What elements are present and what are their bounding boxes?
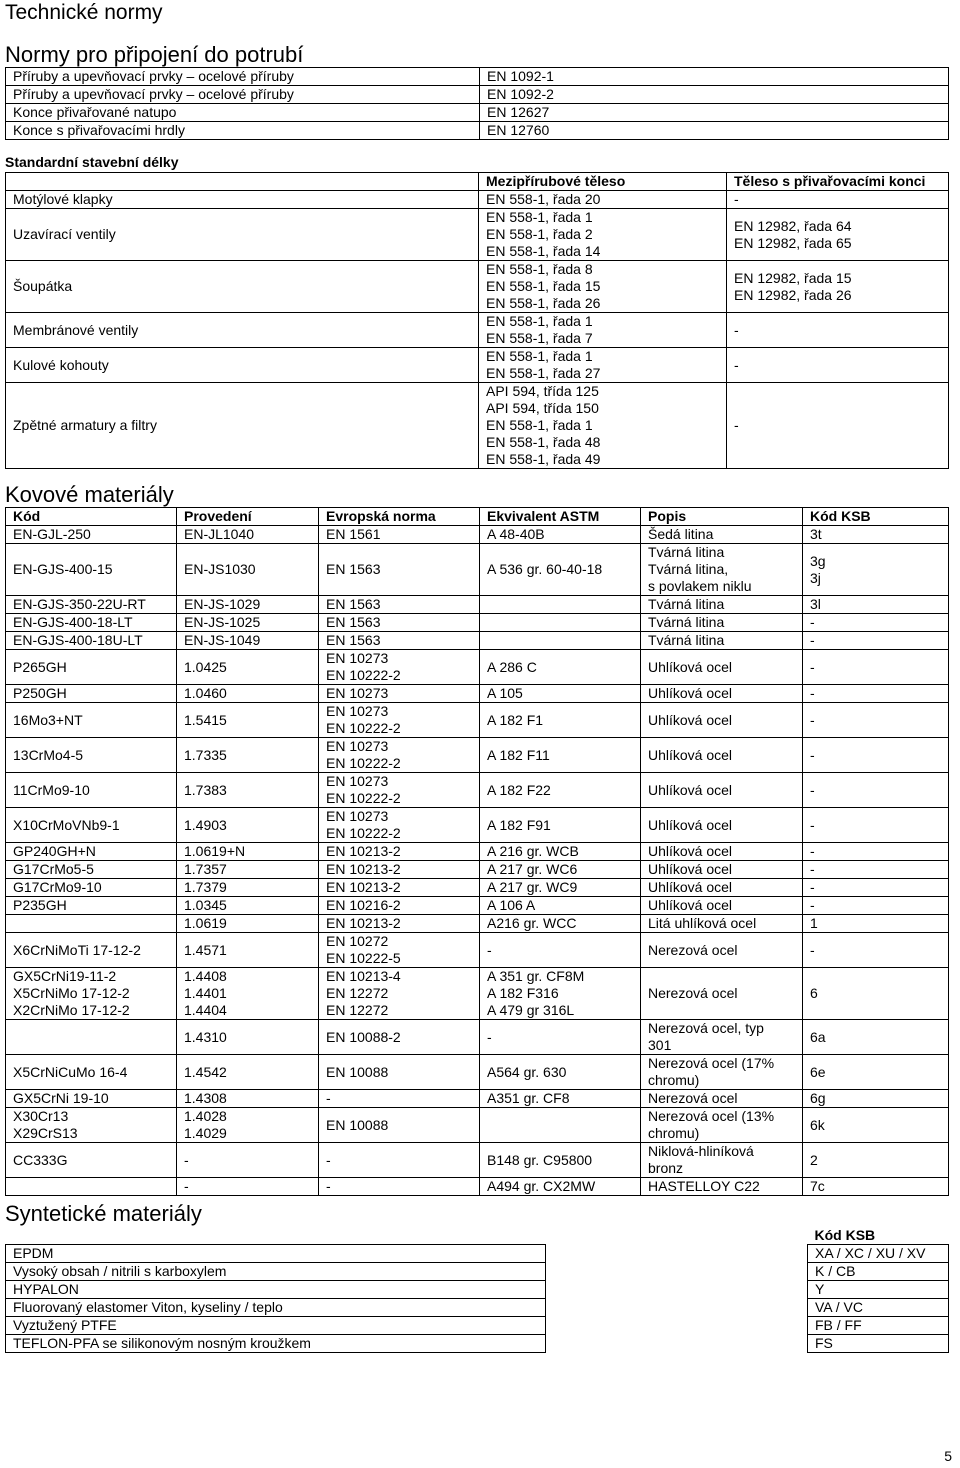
table-cell [6, 1020, 177, 1055]
table-row [6, 122, 949, 140]
table-cell: EN 1092-2 [480, 86, 949, 104]
table-cell: - [803, 632, 949, 650]
material-name: Vyztužený PTFE [6, 1317, 546, 1335]
table-cell: A 105 [480, 685, 641, 703]
table-cell: - [803, 808, 949, 843]
table-cell [6, 915, 177, 933]
table-cell: Uhlíková ocel [641, 843, 803, 861]
table-cell: - [803, 843, 949, 861]
table-row [6, 1055, 949, 1090]
table-cell [480, 632, 641, 650]
table-cell: EN-GJS-400-18U-LT [6, 632, 177, 650]
table-cell: EN 1563 [319, 596, 480, 614]
table-cell: A564 gr. 630 [480, 1055, 641, 1090]
table-cell: Uhlíková ocel [641, 703, 803, 738]
column-header: Ekvivalent ASTM [480, 508, 641, 526]
table-cell: 1.7335 [177, 738, 319, 773]
table-cell: 1.5415 [177, 703, 319, 738]
table-cell: A 182 F22 [480, 773, 641, 808]
gap-cell [546, 1317, 808, 1335]
table-row [6, 1108, 949, 1143]
table-cell: A 217 gr. WC6 [480, 861, 641, 879]
table-cell: X5CrNiCuMo 16-4 [6, 1055, 177, 1090]
table-cell: 6e [803, 1055, 949, 1090]
table-cell: 3g 3j [803, 544, 949, 596]
table-row [6, 1281, 949, 1299]
table-cell: EN 10273 EN 10222-2 [319, 773, 480, 808]
table-cell: EN 10273 [319, 685, 480, 703]
table-cell [480, 1108, 641, 1143]
table-row [6, 773, 949, 808]
table-cell: Uhlíková ocel [641, 738, 803, 773]
table-cell: EN 1092-1 [480, 68, 949, 86]
gap-cell [546, 1281, 808, 1299]
table-row [6, 879, 949, 897]
table-cell: EN-GJS-400-15 [6, 544, 177, 596]
table-row [6, 1143, 949, 1178]
table-row [6, 614, 949, 632]
table-row [6, 313, 949, 348]
table-row [6, 1263, 949, 1281]
table-cell: X10CrMoVNb9-1 [6, 808, 177, 843]
table-cell: 1.0460 [177, 685, 319, 703]
metals-table [5, 507, 949, 1196]
table-cell: 6k [803, 1108, 949, 1143]
table-cell: Uhlíková ocel [641, 861, 803, 879]
pipe-heading: Normy pro připojení do potrubí [5, 42, 304, 67]
table-cell: EN 10216-2 [319, 897, 480, 915]
table-cell: A 351 gr. CF8M A 182 F316 A 479 gr 316L [480, 968, 641, 1020]
table-cell: 1.4310 [177, 1020, 319, 1055]
column-header: Kód [6, 508, 177, 526]
ksb-code: VA / VC [808, 1299, 949, 1317]
table-row [6, 526, 949, 544]
table-cell: EN-JS-1025 [177, 614, 319, 632]
material-name: Vysoký obsah / nitrili s karboxylem [6, 1263, 546, 1281]
table-cell: - [803, 897, 949, 915]
ksb-code: FS [808, 1335, 949, 1353]
gap-cell [546, 1263, 808, 1281]
column-header: Mezipřírubové těleso [479, 173, 727, 191]
table-cell: Membránové ventily [6, 313, 479, 348]
table-cell: EN 1563 [319, 632, 480, 650]
table-row [6, 1335, 949, 1353]
table-cell: 1.4308 [177, 1090, 319, 1108]
table-cell: Nerezová ocel (13% chromu) [641, 1108, 803, 1143]
table-cell: X6CrNiMoTi 17-12-2 [6, 933, 177, 968]
table-cell: Uhlíková ocel [641, 773, 803, 808]
table-row [6, 1020, 949, 1055]
lengths-table [5, 172, 949, 469]
table-cell: 1.7357 [177, 861, 319, 879]
table-row [6, 348, 949, 383]
table-cell: Tvárná litina Tvárná litina, s povlakem niklu [641, 544, 803, 596]
table-cell: - [803, 703, 949, 738]
table-cell: P235GH [6, 897, 177, 915]
table-cell: A 106 A [480, 897, 641, 915]
table-row [6, 86, 949, 104]
table-cell: Uzavírací ventily [6, 209, 479, 261]
column-header: Kód KSB [814, 1227, 876, 1243]
table-cell [480, 614, 641, 632]
table-cell: Tvárná litina [641, 632, 803, 650]
table-cell: - [803, 738, 949, 773]
table-cell: GP240GH+N [6, 843, 177, 861]
table-cell: 2 [803, 1143, 949, 1178]
table-cell: - [177, 1143, 319, 1178]
table-cell: - [803, 685, 949, 703]
table-row [6, 685, 949, 703]
table-cell: EN-JS-1049 [177, 632, 319, 650]
table-cell: EN 10273 EN 10222-2 [319, 808, 480, 843]
column-header: Provedení [177, 508, 319, 526]
table-cell: EN 1563 [319, 614, 480, 632]
table-cell: EN 10088 [319, 1108, 480, 1143]
table-cell: A351 gr. CF8 [480, 1090, 641, 1108]
table-cell: 1.7379 [177, 879, 319, 897]
table-cell: A 182 F91 [480, 808, 641, 843]
table-cell: Příruby a upevňovací prvky – ocelové příruby [6, 68, 480, 86]
table-cell: Uhlíková ocel [641, 685, 803, 703]
table-cell: - [803, 933, 949, 968]
table-row [6, 703, 949, 738]
table-cell: EN 558-1, řada 1 EN 558-1, řada 27 [479, 348, 727, 383]
gap-cell [546, 1245, 808, 1263]
table-cell: 7c [803, 1178, 949, 1196]
table-cell: API 594, třída 125 API 594, třída 150 EN 558-1, řada 1 EN 558-1, řada 48 EN 558-1, řada 49 [479, 383, 727, 469]
table-cell: Nerezová ocel [641, 968, 803, 1020]
table-cell: A 286 C [480, 650, 641, 685]
table-cell: A 48-40B [480, 526, 641, 544]
table-cell: 6g [803, 1090, 949, 1108]
table-cell: EN-JS-1029 [177, 596, 319, 614]
table-cell: EN 12982, řada 64 EN 12982, řada 65 [727, 209, 949, 261]
header-row [6, 508, 949, 526]
lengths-heading: Standardní stavební délky [5, 154, 179, 170]
table-cell: 1.0619+N [177, 843, 319, 861]
table-cell: EN 10273 EN 10222-2 [319, 738, 480, 773]
table-cell: CC333G [6, 1143, 177, 1178]
table-cell: 13CrMo4-5 [6, 738, 177, 773]
table-cell: EN 10088 [319, 1055, 480, 1090]
table-row [6, 738, 949, 773]
material-name: TEFLON-PFA se silikonovým nosným kroužkem [6, 1335, 546, 1353]
table-cell: - [480, 933, 641, 968]
table-cell: - [803, 773, 949, 808]
table-row [6, 933, 949, 968]
table-cell: G17CrMo9-10 [6, 879, 177, 897]
column-header: Těleso s přivařovacími konci [727, 173, 949, 191]
table-cell: EN-GJL-250 [6, 526, 177, 544]
table-row [6, 596, 949, 614]
ksb-code: K / CB [808, 1263, 949, 1281]
table-row [6, 383, 949, 469]
pipe-table [5, 67, 949, 140]
ksb-code: Y [808, 1281, 949, 1299]
table-cell: 6 [803, 968, 949, 1020]
table-cell: EN 12760 [480, 122, 949, 140]
material-name: EPDM [6, 1245, 546, 1263]
table-cell: Příruby a upevňovací prvky – ocelové příruby [6, 86, 480, 104]
table-cell: EN 10213-2 [319, 843, 480, 861]
table-cell: A 536 gr. 60-40-18 [480, 544, 641, 596]
table-cell: A216 gr. WCC [480, 915, 641, 933]
table-cell: Nerezová ocel (17% chromu) [641, 1055, 803, 1090]
blank-cell [546, 1227, 808, 1245]
table-cell: EN-GJS-350-22U-RT [6, 596, 177, 614]
page-title: Technické normy [5, 1, 163, 24]
blank-cell [6, 1227, 546, 1245]
table-cell: EN 10213-2 [319, 915, 480, 933]
table-cell: EN 12982, řada 15 EN 12982, řada 26 [727, 261, 949, 313]
table-cell: Šedá litina [641, 526, 803, 544]
table-cell: 1.0345 [177, 897, 319, 915]
table-cell: - [319, 1178, 480, 1196]
table-cell: - [319, 1143, 480, 1178]
table-cell: A 216 gr. WCB [480, 843, 641, 861]
gap-cell [546, 1335, 808, 1353]
column-header: Kód KSB [803, 508, 949, 526]
table-cell: - [803, 879, 949, 897]
table-row [6, 897, 949, 915]
material-name: Fluorovaný elastomer Viton, kyseliny / teplo [6, 1299, 546, 1317]
table-row [6, 843, 949, 861]
table-cell: P250GH [6, 685, 177, 703]
table-row [6, 544, 949, 596]
table-cell: Uhlíková ocel [641, 650, 803, 685]
table-cell: EN-JL1040 [177, 526, 319, 544]
table-row [6, 209, 949, 261]
table-cell: EN 10273 EN 10222-2 [319, 650, 480, 685]
table-cell: EN 558-1, řada 1 EN 558-1, řada 2 EN 558-1, řada 14 [479, 209, 727, 261]
table-cell: - [727, 313, 949, 348]
table-cell [480, 596, 641, 614]
table-cell: P265GH [6, 650, 177, 685]
table-cell: EN 10088-2 [319, 1020, 480, 1055]
table-cell: EN 10213-4 EN 12272 EN 12272 [319, 968, 480, 1020]
table-cell: EN 558-1, řada 8 EN 558-1, řada 15 EN 558-1, řada 26 [479, 261, 727, 313]
table-cell: GX5CrNi19-11-2 X5CrNiMo 17-12-2 X2CrNiMo 17-12-2 [6, 968, 177, 1020]
table-cell: - [727, 383, 949, 469]
page-number: 5 [944, 1448, 952, 1464]
table-cell: Konce přivařované natupo [6, 104, 480, 122]
table-cell: GX5CrNi 19-10 [6, 1090, 177, 1108]
table-cell: 1.4542 [177, 1055, 319, 1090]
table-cell: Motýlové klapky [6, 191, 479, 209]
table-cell: Tvárná litina [641, 596, 803, 614]
table-cell: EN 558-1, řada 20 [479, 191, 727, 209]
table-cell: 3t [803, 526, 949, 544]
table-cell: 1 [803, 915, 949, 933]
table-row [6, 1090, 949, 1108]
synthetic-heading: Syntetické materiály [5, 1201, 202, 1226]
column-header [6, 173, 479, 191]
table-cell: Tvárná litina [641, 614, 803, 632]
table-cell: EN 1561 [319, 526, 480, 544]
table-cell: EN 558-1, řada 1 EN 558-1, řada 7 [479, 313, 727, 348]
table-cell: - [480, 1020, 641, 1055]
table-row [6, 1245, 949, 1263]
table-cell: - [177, 1178, 319, 1196]
table-row [6, 968, 949, 1020]
table-cell: Uhlíková ocel [641, 897, 803, 915]
table-cell: A 217 gr. WC9 [480, 879, 641, 897]
table-cell: G17CrMo5-5 [6, 861, 177, 879]
table-cell: Šoupátka [6, 261, 479, 313]
table-row [6, 861, 949, 879]
table-cell: 1.4903 [177, 808, 319, 843]
header-row [6, 1227, 949, 1245]
ksb-code: XA / XC / XU / XV [808, 1245, 949, 1263]
table-cell: 1.0425 [177, 650, 319, 685]
table-cell: Konce s přivařovacími hrdly [6, 122, 480, 140]
table-cell: EN 10213-2 [319, 861, 480, 879]
table-row [6, 1178, 949, 1196]
table-cell: 1.4408 1.4401 1.4404 [177, 968, 319, 1020]
table-row [6, 104, 949, 122]
table-cell: Uhlíková ocel [641, 808, 803, 843]
table-cell: 1.4028 1.4029 [177, 1108, 319, 1143]
table-cell: Nerezová ocel [641, 1090, 803, 1108]
table-cell [6, 1178, 177, 1196]
synthetic-table [5, 1227, 949, 1353]
table-cell: Zpětné armatury a filtry [6, 383, 479, 469]
table-cell: EN 10272 EN 10222-5 [319, 933, 480, 968]
table-cell: Nerezová ocel [641, 933, 803, 968]
table-cell: EN-JS1030 [177, 544, 319, 596]
table-cell: A 182 F11 [480, 738, 641, 773]
table-row [6, 650, 949, 685]
metals-heading: Kovové materiály [5, 482, 174, 507]
table-cell: - [803, 650, 949, 685]
table-row [6, 261, 949, 313]
column-header: Popis [641, 508, 803, 526]
table-cell: 6a [803, 1020, 949, 1055]
table-cell: Litá uhlíková ocel [641, 915, 803, 933]
table-row [6, 1299, 949, 1317]
table-row [6, 808, 949, 843]
table-cell: EN 10273 EN 10222-2 [319, 703, 480, 738]
table-cell: 16Mo3+NT [6, 703, 177, 738]
table-cell: EN 12627 [480, 104, 949, 122]
ksb-code: FB / FF [808, 1317, 949, 1335]
column-header: Evropská norma [319, 508, 480, 526]
table-cell: - [727, 191, 949, 209]
material-name: HYPALON [6, 1281, 546, 1299]
table-row [6, 68, 949, 86]
table-cell: - [319, 1090, 480, 1108]
table-cell: B148 gr. C95800 [480, 1143, 641, 1178]
header-row [6, 173, 949, 191]
gap-cell [546, 1299, 808, 1317]
table-row [6, 191, 949, 209]
table-cell: 3l [803, 596, 949, 614]
table-cell: - [727, 348, 949, 383]
table-cell: - [803, 861, 949, 879]
table-cell: EN-GJS-400-18-LT [6, 614, 177, 632]
table-cell: A 182 F1 [480, 703, 641, 738]
table-cell: Uhlíková ocel [641, 879, 803, 897]
table-cell: X30Cr13 X29CrS13 [6, 1108, 177, 1143]
table-cell: HASTELLOY C22 [641, 1178, 803, 1196]
table-cell: 1.0619 [177, 915, 319, 933]
table-row [6, 1317, 949, 1335]
table-cell: 1.7383 [177, 773, 319, 808]
table-cell: EN 1563 [319, 544, 480, 596]
table-row [6, 632, 949, 650]
table-cell: 11CrMo9-10 [6, 773, 177, 808]
table-cell: A494 gr. CX2MW [480, 1178, 641, 1196]
table-row [6, 915, 949, 933]
table-cell: 1.4571 [177, 933, 319, 968]
table-cell: - [803, 614, 949, 632]
table-cell: EN 10213-2 [319, 879, 480, 897]
table-cell: Nerezová ocel, typ 301 [641, 1020, 803, 1055]
table-cell: Kulové kohouty [6, 348, 479, 383]
table-cell: Niklová-hliníková bronz [641, 1143, 803, 1178]
